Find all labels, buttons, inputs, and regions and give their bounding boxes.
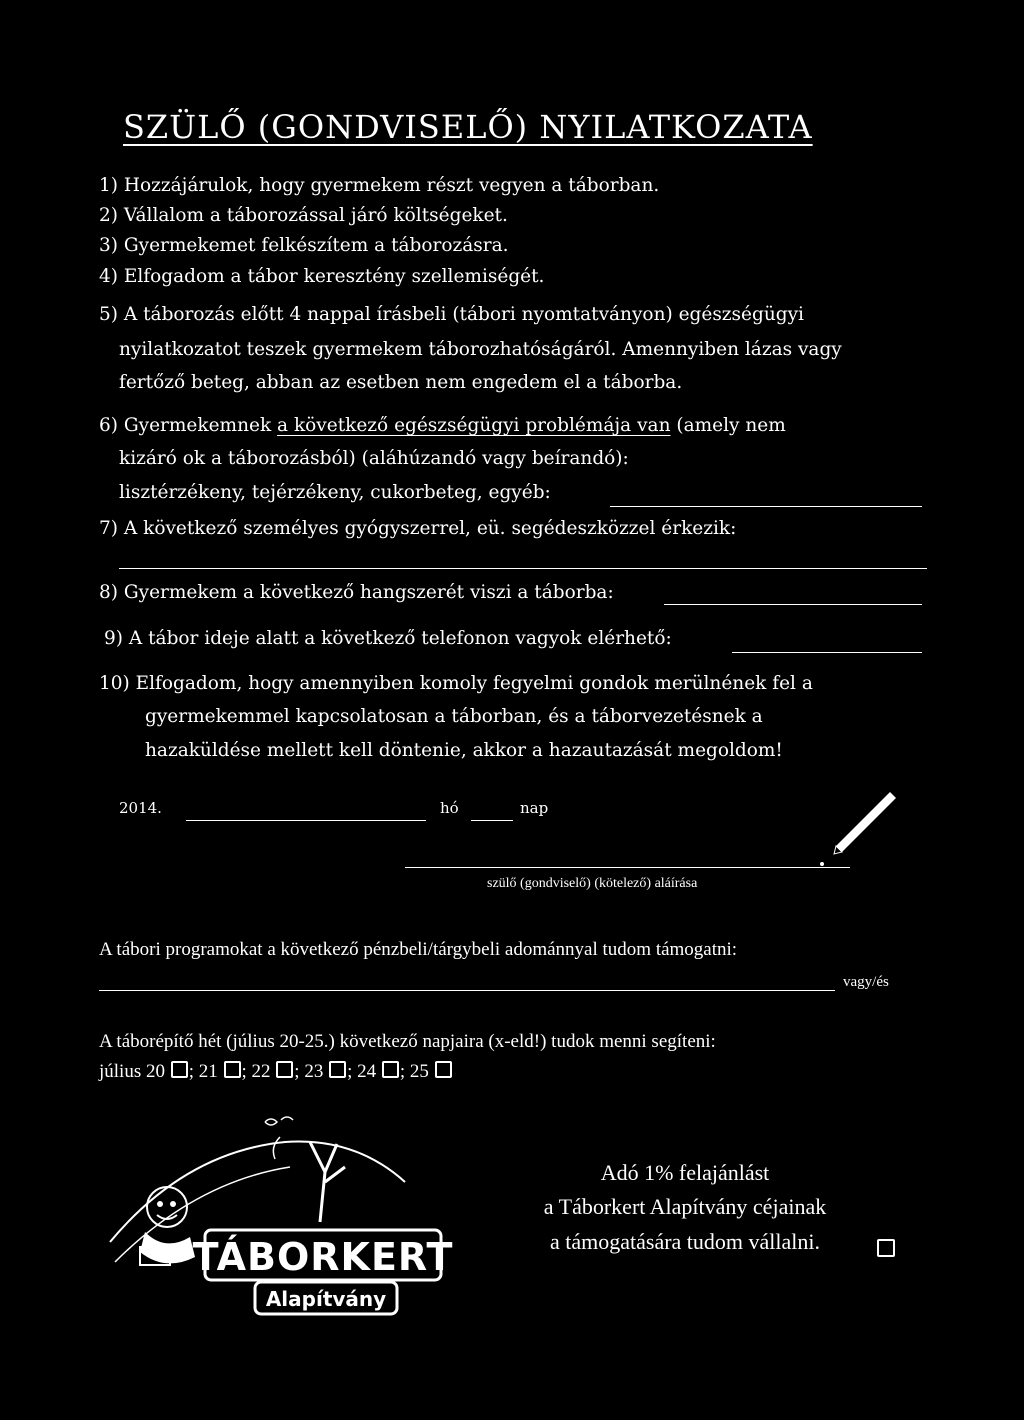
day-22-checkbox[interactable] <box>276 1061 293 1078</box>
item-1: 1) Hozzájárulok, hogy gyermekem részt vegyen a táborban. <box>99 175 660 196</box>
day-23-checkbox[interactable] <box>329 1061 346 1078</box>
build-week-text: A táborépítő hét (július 20-25.) következő napjaira (x-eld!) tudok menni segíteni: <box>99 1031 716 1052</box>
item-4: 4) Elfogadom a tábor keresztény szellemiségét. <box>99 266 545 287</box>
day-25-checkbox[interactable] <box>435 1061 452 1078</box>
signature-field[interactable] <box>405 867 850 868</box>
instrument-field[interactable] <box>664 604 922 605</box>
signature-label: szülő (gondviselő) (kötelező) aláírása <box>487 876 698 891</box>
item-8: 8) Gyermekem a következő hangszerét viszi a táborba: <box>99 582 614 603</box>
donation-suffix: vagy/és <box>843 974 889 990</box>
day-25-label: 25 <box>409 1061 429 1082</box>
medication-field[interactable] <box>119 568 927 569</box>
item-5-line-2: nyilatkozatot teszek gyermekem táborozhatóságáról. Amennyiben lázas vagy <box>119 339 842 360</box>
item-6-line-1 <box>99 415 786 436</box>
date-day-label: nap <box>520 799 549 817</box>
pen-icon <box>812 788 898 872</box>
tax-line-1: Adó 1% felajánlást <box>600 1160 770 1185</box>
item-10-line-3: hazaküldése mellett kell döntenie, akkor a hazautazását megoldom! <box>145 740 783 761</box>
item-6-underlined: a következő egészségügyi problémája van <box>277 415 671 436</box>
phone-field[interactable] <box>732 652 922 653</box>
taborkert-logo <box>105 1112 455 1327</box>
day-21-label: 21 <box>198 1061 218 1082</box>
day-22-label: 22 <box>251 1061 271 1082</box>
day-23-label: 23 <box>304 1061 324 1082</box>
donation-field[interactable] <box>99 990 835 991</box>
item-3: 3) Gyermekemet felkészítem a táborozásra. <box>99 235 509 256</box>
day-24-checkbox[interactable] <box>382 1061 399 1078</box>
item-6-note: (amely nem <box>676 415 786 436</box>
item-10-line-1: 10) Elfogadom, hogy amennyiben komoly fegyelmi gondok merülnének fel a <box>99 673 813 694</box>
item-9: 9) A tábor ideje alatt a következő telefonon vagyok elérhető: <box>104 628 672 649</box>
tax-line-2: a Táborkert Alapítvány céjainak <box>543 1194 827 1219</box>
item-6-line-3: lisztérzékeny, tejérzékeny, cukorbeteg, egyéb: <box>119 482 551 503</box>
day-20-label: 20 <box>145 1061 165 1082</box>
item-5-line-3: fertőző beteg, abban az esetben nem engedem el a táborba. <box>119 372 683 393</box>
date-month-field[interactable] <box>186 820 426 821</box>
item-7: 7) A következő személyes gyógyszerrel, eü. segédeszközzel érkezik: <box>99 518 737 539</box>
item-6-line-2: kizáró ok a táborozásból) (aláhúzandó vagy beírandó): <box>119 448 629 469</box>
date-year: 2014. <box>119 799 162 817</box>
day-20-checkbox[interactable] <box>171 1061 188 1078</box>
item-10-line-2: gyermekemmel kapcsolatosan a táborban, és a táborvezetésnek a <box>145 706 763 727</box>
other-condition-field[interactable] <box>610 506 922 507</box>
day-21-checkbox[interactable] <box>224 1061 241 1078</box>
page-title: SZÜLŐ (GONDVISELŐ) NYILATKOZATA <box>123 108 813 146</box>
build-week-prefix: július <box>99 1061 142 1082</box>
logo-sub: Alapítvány <box>265 1287 387 1311</box>
day-24-label: 24 <box>357 1061 377 1082</box>
build-week-days: július 20 ; 21 ; 22 ; 23 ; 24 ; 25 <box>99 1061 453 1083</box>
item-6-intro: 6) Gyermekemnek <box>99 415 272 436</box>
date-day-field[interactable] <box>471 820 513 821</box>
logo-name: TÁBORKERT <box>192 1235 454 1279</box>
item-5-line-1: 5) A táborozás előtt 4 nappal írásbeli (tábori nyomtatványon) egészségügyi <box>99 304 804 325</box>
date-month-label: hó <box>440 799 459 817</box>
tax-line-3: a támogatására tudom vállalni. <box>549 1229 820 1254</box>
tax-checkbox[interactable] <box>877 1239 895 1257</box>
item-2: 2) Vállalom a táborozással járó költségeket. <box>99 205 508 226</box>
donation-text: A tábori programokat a következő pénzbeli/tárgybeli adománnyal tudom támogatni: <box>99 939 738 960</box>
